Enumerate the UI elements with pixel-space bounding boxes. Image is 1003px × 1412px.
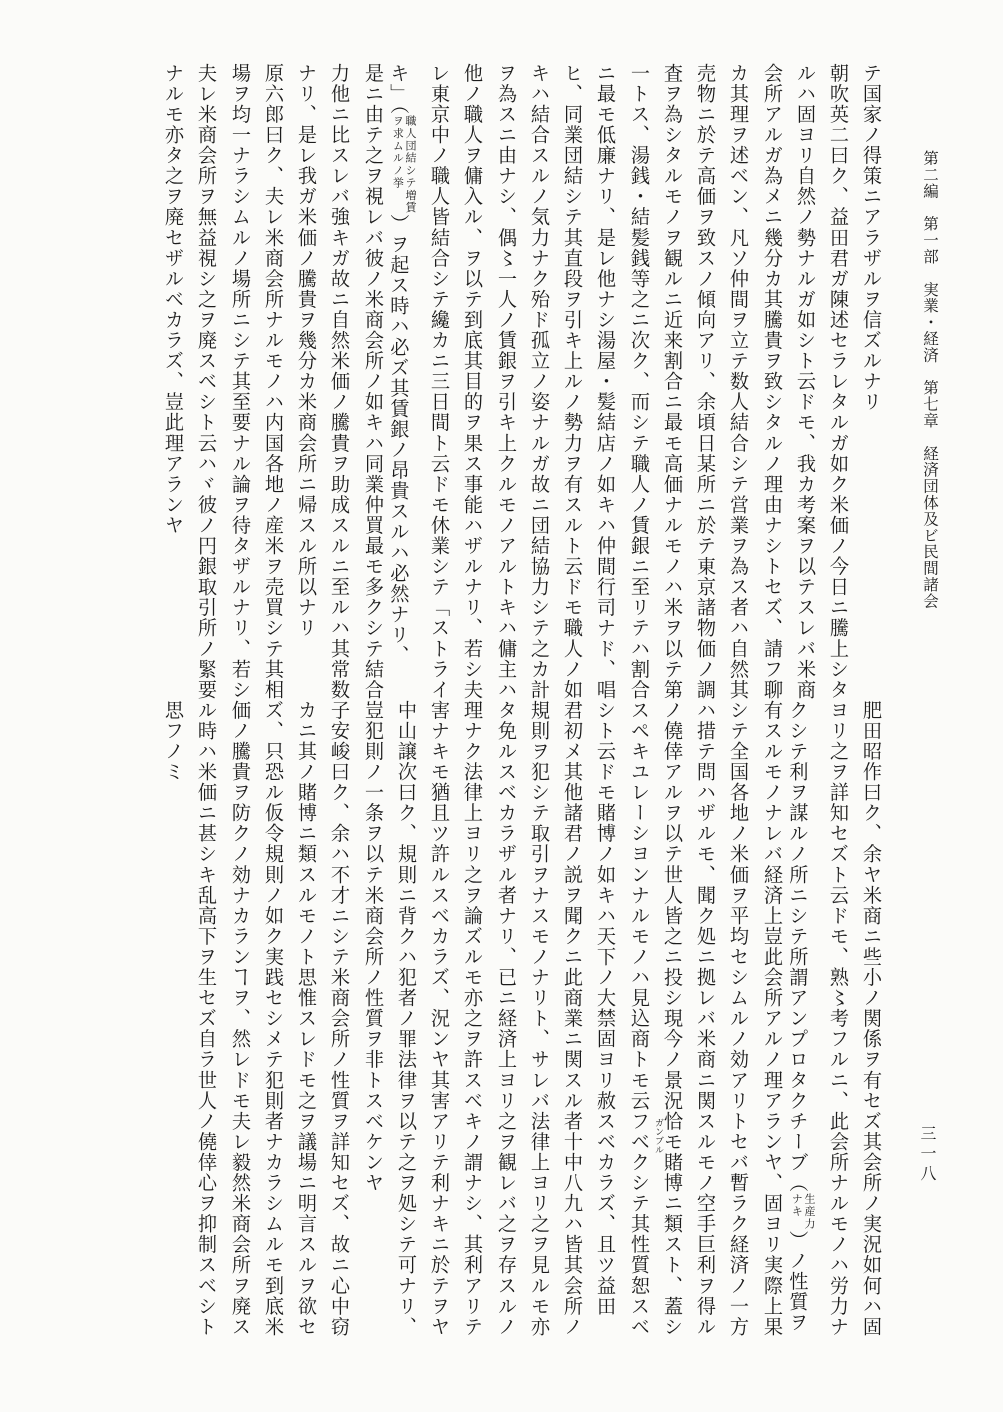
- text-line-tail: ヲ起ス時ハ必ズ其賃銀ノ昂貴スルハ必然ナリ、: [387, 234, 411, 666]
- text-line: ナルモ亦タ之ヲ廃セザルベカラズ、豈此理アランヤ: [162, 63, 185, 536]
- text-line: 害ナキモ猶且ツ許ルスベカラズ、況ンヤ其害アリテ利ナキニ於テヲヤ: [428, 700, 451, 1338]
- text-line: 中山譲次曰ク、規則ニ背クハ犯者ノ罪法律ヲ以テ之ヲ処シテ可ナリ、: [395, 700, 418, 1338]
- text-line-with-note: [388, 63, 416, 666]
- text-line: ヨリ之ヲ詳知セズト云ドモ、熟〻考フルニ、此会所ナルモノハ労力ナ: [827, 700, 850, 1338]
- close-paren: ）: [387, 213, 410, 235]
- open-paren: （: [786, 1172, 809, 1194]
- text-line: ル時ハ米価ニ甚シキ乱高下ヲ生セズ自ラ世人ノ僥倖心ヲ抑制スベシト: [195, 700, 218, 1338]
- text-line: シト云ドモ賭博ノ如キハ天下ノ大禁固ヨリ赦スベカラズ、且ツ益田: [594, 700, 617, 1317]
- text-line: ヲ為スニ由ナシ、偶〻一人ノ賃銀ヲ引キ上クルモノアルトキハ傭主ハ: [495, 63, 518, 701]
- text-line: 肥田昭作曰ク、余ヤ米商ニ些小ノ関係ヲ有セズ其会所ノ実況如何ハ固: [860, 700, 883, 1338]
- text-line: 一トス、湯銭・結髪銭等之ニ次ク、而シテ職人ノ賃銀ニ至リテハ割合: [628, 63, 651, 701]
- text-line: ヒ、同業団結シテ其直段ヲ引キ上ルノ勢力ヲ有スルト云ドモ職人ノ如: [561, 63, 584, 701]
- inline-note: [790, 1193, 815, 1230]
- running-header: 第二編 第一部 実業・経済 第七章 経済団体及ビ民間諸会: [921, 150, 939, 610]
- text-line: カニ其ノ賭博ニ類スルモノト思惟スレドモ之ヲ議場ニ明言スルヲ欲セ: [295, 700, 318, 1338]
- text-line: 朝吹英二曰ク、益田君ガ陳述セラレタルガ如ク米価ノ今日ニ騰上シタ: [827, 63, 850, 701]
- inline-note-line-b: ヲ求ムルノ挙: [391, 114, 405, 190]
- text-line: 売物ニ於テ高価ヲ致スノ傾向アリ、余頃日某所ニ於テ東京諸物価ノ調: [694, 63, 717, 701]
- text-line: 君初メ其他諸君ノ説ヲ聞クニ此商業ニ関スル者十中八九ハ皆其会所ノ: [561, 700, 584, 1338]
- inline-note-line-b: ナキ: [790, 1193, 804, 1218]
- text-line: 査ヲ為シタルモノヲ観ルニ近来割合ニ最モ高価ナルモノハ米ヲ以テ第: [661, 63, 684, 701]
- inline-note: [391, 115, 416, 214]
- text-line-head: クシテ利ヲ謀ルノ所ニシテ所謂アンプロタクチーブ: [786, 700, 810, 1173]
- text-line: 是ニ由テ之ヲ視レバ彼ノ米商会所ノ如キハ同業仲買最モ多クシテ結合: [362, 63, 385, 701]
- open-paren: （: [387, 104, 410, 115]
- strike-label: キ」: [387, 63, 411, 105]
- text-line: ハ措テ問ハザルモ、聞ク処ニ拠レバ米商ニ関スルモノ空手巨利ヲ得ル: [694, 700, 717, 1338]
- text-line: 他ノ職人ヲ傭入ル、ヲ以テ到底其目的ヲ果ス事能ハザルナリ、若シ夫: [461, 63, 484, 701]
- text-line: 原六郎曰ク、夫レ米商会所ナルモノハ内国各地ノ産米ヲ売買シテ其相: [262, 63, 285, 701]
- text-line: 理ナク法律上ヨリ之ヲ論ズルモ亦之ヲ許スベキノ謂ナシ、其利アリテ: [461, 700, 484, 1338]
- inline-note-line-a: 職人団結シテ増賃: [404, 114, 417, 214]
- text-line: 場ヲ均一ナラシムルノ場所ニシテ其至要ナル論ヲ待タザルナリ、若シ: [229, 63, 252, 701]
- page-number: 三一八: [918, 1125, 937, 1185]
- text-line: 規則ヲ犯シテ取引ヲナスモノナリト、サレバ法律上ヨリ之ヲ見ルモ亦: [528, 700, 551, 1338]
- text-line: ルハ固ヨリ自然ノ勢ナルガ如シト云ドモ、我カ考案ヲ以テスレバ米商: [794, 63, 817, 701]
- inline-note-line-a: 生産力: [803, 1193, 816, 1231]
- text-line: 思フノミ: [162, 700, 185, 783]
- text-line: 豈犯則ノ一条ヲ以テ米商会所ノ性質ヲ非トスベケンヤ: [362, 700, 385, 1194]
- close-paren: ）: [786, 1230, 809, 1251]
- ruby-gloss: ガンブル: [653, 1118, 663, 1154]
- text-line: ズ、只恐ル仮令規則ノ如ク実践セシメテ犯則者ナカラシムルモ到底米: [262, 700, 285, 1338]
- text-line: タ免ルスベカラザル者ナリ、已ニ経済上ヨリ之ヲ観レバ之ヲ存スルノ: [495, 700, 518, 1338]
- text-line: 夫レ米商会所ヲ無益視シ之ヲ廃スベシト云ハヾ彼ノ円銀取引所ノ緊要: [195, 63, 218, 701]
- text-line: シテ全国各地ノ米価ヲ平均セシムルノ効アリトセバ暫ラク経済ノ一方: [727, 700, 750, 1338]
- text-line: 価ノ騰貴ヲ防クノ効ナカランヿヲ、然レドモ夫レ毅然米商会所ヲ廃ス: [229, 700, 252, 1338]
- text-line: ニ最モ低廉ナリ、是レ他ナシ湯屋・髪結店ノ如キハ仲間行司ナド、唱: [594, 63, 617, 701]
- text-line: 子安峻曰ク、余ハ不才ニシテ米商会所ノ性質ヲ詳知セズ、故ニ心中窃: [328, 700, 351, 1338]
- text-line: スペキユレーシヨンナルモノハ見込商トモ云フベクシテ其性質恕スベ: [628, 700, 651, 1338]
- text-line: テ国家ノ得策ニアラザルヲ信ズルナリ: [860, 63, 883, 413]
- text-line: ノ僥倖アルヲ以テ世人皆之ニ投シ現今ノ景況恰モ賭博ニ類スト、蓋シ: [661, 700, 684, 1338]
- text-line: ナリ、是レ我ガ米価ノ騰貴ヲ幾分カ米商会所ニ帰スル所以ナリ: [295, 63, 318, 639]
- text-line-with-note: [787, 700, 815, 1333]
- text-line: カ其理ヲ述ベン、凡ソ仲間ヲ立テ数人結合シテ営業ヲ為ス者ハ自然其: [727, 63, 750, 701]
- text-line: キハ結合スルノ気力ナク殆ド孤立ノ姿ナルガ故ニ団結協力シテ之カ計: [528, 63, 551, 701]
- text-line: 有スルモノナレバ経済上豈此会所アルノ理アランヤ、固ヨリ実際上果: [761, 700, 784, 1338]
- text-line: 力他ニ比スレバ強キガ故ニ自然米価ノ騰貴ヲ助成スルニ至ルハ其常数: [328, 63, 351, 701]
- text-line: レ東京中ノ職人皆結合シテ纔カニ三日間ト云ドモ休業シテ「ストライ: [428, 63, 451, 701]
- text-line: 会所アルガ為メニ幾分カ其騰貴ヲ致シタルノ理由ナシトセズ、請フ聊: [761, 63, 784, 701]
- text-line-tail: ノ性質ヲ: [786, 1250, 810, 1333]
